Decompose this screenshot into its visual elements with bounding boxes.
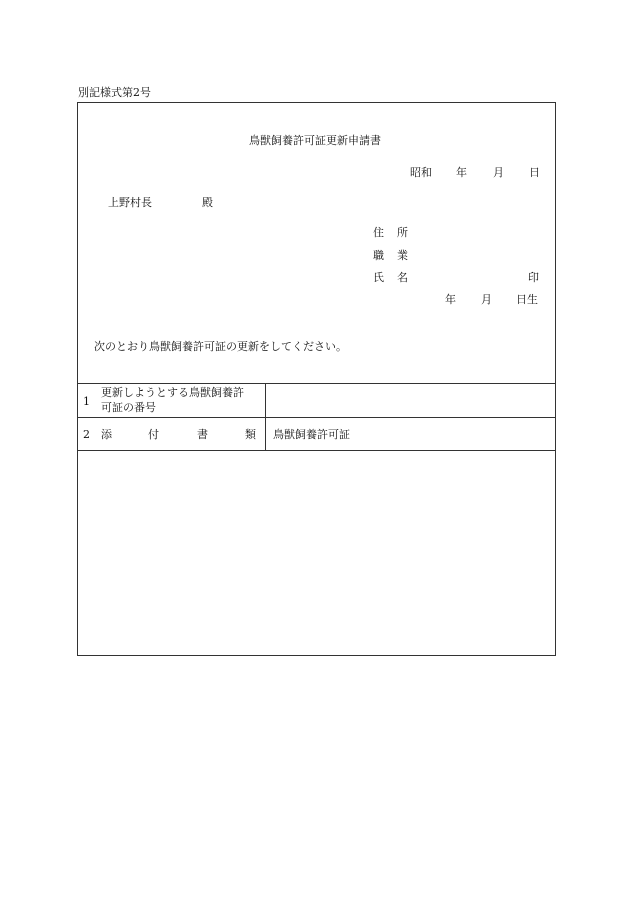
- form-title: 鳥獣飼養許可証更新申請書: [249, 134, 381, 147]
- table-top-rule: [77, 383, 556, 384]
- row1-number: 1: [83, 395, 90, 408]
- table-column-divider: [265, 383, 266, 450]
- row2-label-char-2: 付: [148, 428, 159, 441]
- row1-label-line1: 更新しようとする鳥獣飼養許: [101, 386, 244, 399]
- row2-value: 鳥獣飼養許可証: [273, 428, 350, 441]
- form-number: 別記様式第2号: [78, 86, 151, 99]
- table-row-divider: [77, 417, 556, 418]
- seal-mark: 印: [528, 271, 539, 284]
- birth-year-unit: 年: [445, 293, 456, 306]
- row2-number: 2: [83, 428, 90, 441]
- date-era: 昭和: [410, 166, 432, 179]
- occupation-label-char-1: 職: [373, 249, 384, 262]
- address-label-char-1: 住: [373, 226, 384, 239]
- date-month-unit: 月: [493, 166, 504, 179]
- date-year-unit: 年: [456, 166, 467, 179]
- row2-label-char-4: 類: [245, 428, 256, 441]
- addressee-name: 上野村長: [108, 196, 152, 209]
- addressee-honorific: 殿: [202, 196, 213, 209]
- birth-month-unit: 月: [481, 293, 492, 306]
- date-day-unit: 日: [529, 166, 540, 179]
- name-label-char-1: 氏: [373, 271, 384, 284]
- row2-label-char-1: 添: [101, 428, 112, 441]
- birth-day-unit: 日生: [516, 293, 538, 306]
- blank-area: [78, 451, 555, 655]
- name-label-char-2: 名: [397, 271, 408, 284]
- row2-label-char-3: 書: [197, 428, 208, 441]
- address-label-char-2: 所: [397, 226, 408, 239]
- occupation-label-char-2: 業: [397, 249, 408, 262]
- request-text: 次のとおり鳥獣飼養許可証の更新をしてください。: [94, 340, 347, 353]
- row1-label-line2: 可証の番号: [101, 401, 156, 414]
